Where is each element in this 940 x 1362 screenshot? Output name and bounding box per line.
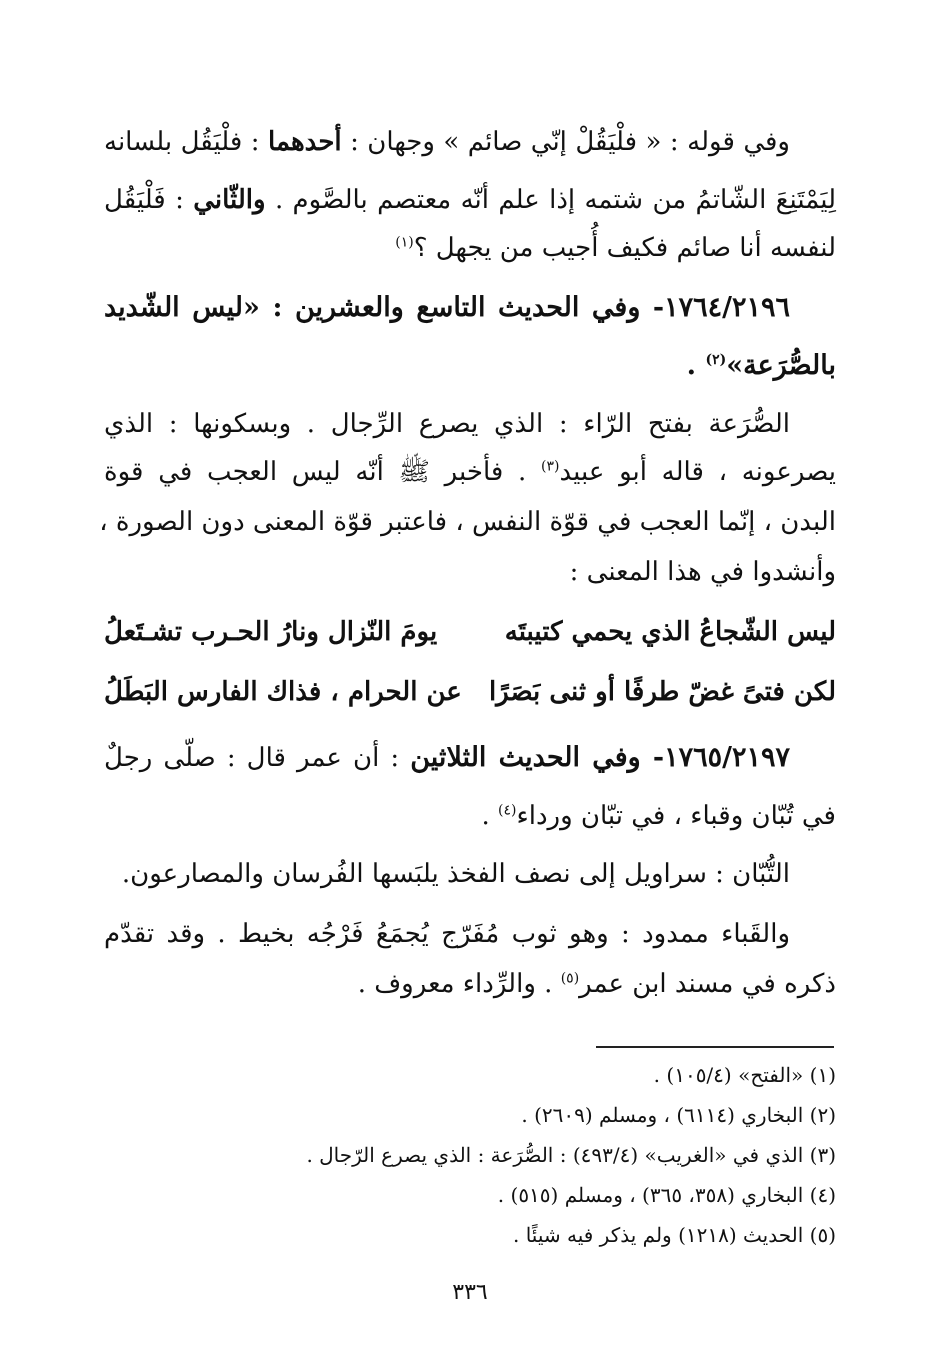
text-run: لِيَمْتَنِعَ الشّاتمُ من شتمه إذا علم أنّه معتصم بالصَّوم . xyxy=(265,185,836,215)
paragraph-line xyxy=(104,228,836,268)
bold-term: والثّاني xyxy=(193,185,266,215)
text-run: بالصُّرَعة» xyxy=(726,350,836,381)
footnote-ref[interactable]: (٤) xyxy=(498,802,517,819)
paragraph-line: والقَباء ممدود : وهو ثوب مُفَرّج يُجمَعُ فَرْجُه بخيط . وقد تقدّم xyxy=(104,919,790,949)
verse-hemistich: ليس الشّجاعُ الذي يحمي كتيبتَه xyxy=(504,617,836,647)
text-run: : أن عمر قال : صلّى رجلٌ xyxy=(104,743,411,773)
text-run: يصرعونه ، قاله أبو عبيد xyxy=(559,457,836,487)
paragraph-line xyxy=(104,796,836,836)
bold-term: أحدهما xyxy=(268,127,342,157)
text-run: . xyxy=(481,801,499,831)
footnote: (١) «الفتح» (١٠٥/٤) . xyxy=(653,1063,836,1087)
footnote: (٥) الحديث (١٢١٨) ولم يذكر فيه شيئًا . xyxy=(513,1223,836,1247)
text-run: . فأخبر ﷺ أنّه ليس العجب في قوة xyxy=(104,457,542,487)
verse-hemistich: عن الحرام ، فذاك الفارس البَطَلُ xyxy=(104,677,462,707)
verse-hemistich: يومَ النّزال ونارُ الحـرب تشـتَعلُ xyxy=(104,617,438,647)
text-run: لنفسه أنا صائم فكيف أُجيب من يجهل ؟ xyxy=(413,233,836,263)
text-run: . والرِّداء معروف . xyxy=(357,969,561,999)
page-number: ٣٣٦ xyxy=(452,1280,488,1305)
footnote-ref[interactable]: (١) xyxy=(395,234,414,251)
paragraph-line: وأنشدوا في هذا المعنى : xyxy=(569,557,836,587)
paragraph-line: البدن ، إنّما العجب في قوّة النفس ، فاعتبر قوّة المعنى دون الصورة ، xyxy=(99,507,836,537)
footnote-divider xyxy=(596,1046,834,1048)
paragraph-line xyxy=(104,452,836,492)
verse-hemistich: لكن فتىً غضّ طرفًا أو ثنى بَصَرًا xyxy=(488,677,836,707)
hadith-line xyxy=(104,738,790,778)
text-run: في تُبّان وقباء ، في تبّان ورداء xyxy=(516,801,836,831)
paragraph-line xyxy=(104,964,836,1004)
paragraph-line xyxy=(104,180,836,220)
text-run: . xyxy=(686,350,706,381)
paragraph-line xyxy=(104,122,790,162)
hadith-heading-line xyxy=(104,346,836,386)
text-run: وفي قوله : « فلْيَقُلْ إنّي صائم » وجهان : xyxy=(341,127,790,157)
text-run: ذكره في مسند ابن عمر xyxy=(579,969,836,999)
hadith-heading: ١٧٦٥/٢١٩٧- وفي الحديث الثلاثين xyxy=(410,742,790,773)
text-run: : فَلْيَقُل xyxy=(104,185,194,215)
footnote-ref[interactable]: (٢) xyxy=(705,352,727,368)
paragraph-line: التُّبّان : سراويل إلى نصف الفخذ يلبَسها الفُرسان والمصارعون. xyxy=(121,859,790,889)
footnote: (٣) الذي في «الغريب» (٤٩٣/٤) : الصُّرَعة : الذي يصرع الرّجال . xyxy=(306,1143,836,1167)
footnote-ref[interactable]: (٣) xyxy=(541,458,560,475)
paragraph-line: الصُّرَعة بفتح الرّاء : الذي يصرع الرِّجال . وبسكونها : الذي xyxy=(104,409,790,439)
footnote: (٢) البخاري (٦١١٤) ، ومسلم (٢٦٠٩) . xyxy=(521,1103,836,1127)
text-run: : فلْيَقُل بلسانه xyxy=(104,127,269,157)
footnote: (٤) البخاري (٣٥٨، ٣٦٥) ، ومسلم (٥١٥) . xyxy=(497,1183,836,1207)
footnote-ref[interactable]: (٥) xyxy=(560,970,580,987)
hadith-heading: ١٧٦٤/٢١٩٦- وفي الحديث التاسع والعشرين : «ليس الشّديد xyxy=(104,292,790,323)
